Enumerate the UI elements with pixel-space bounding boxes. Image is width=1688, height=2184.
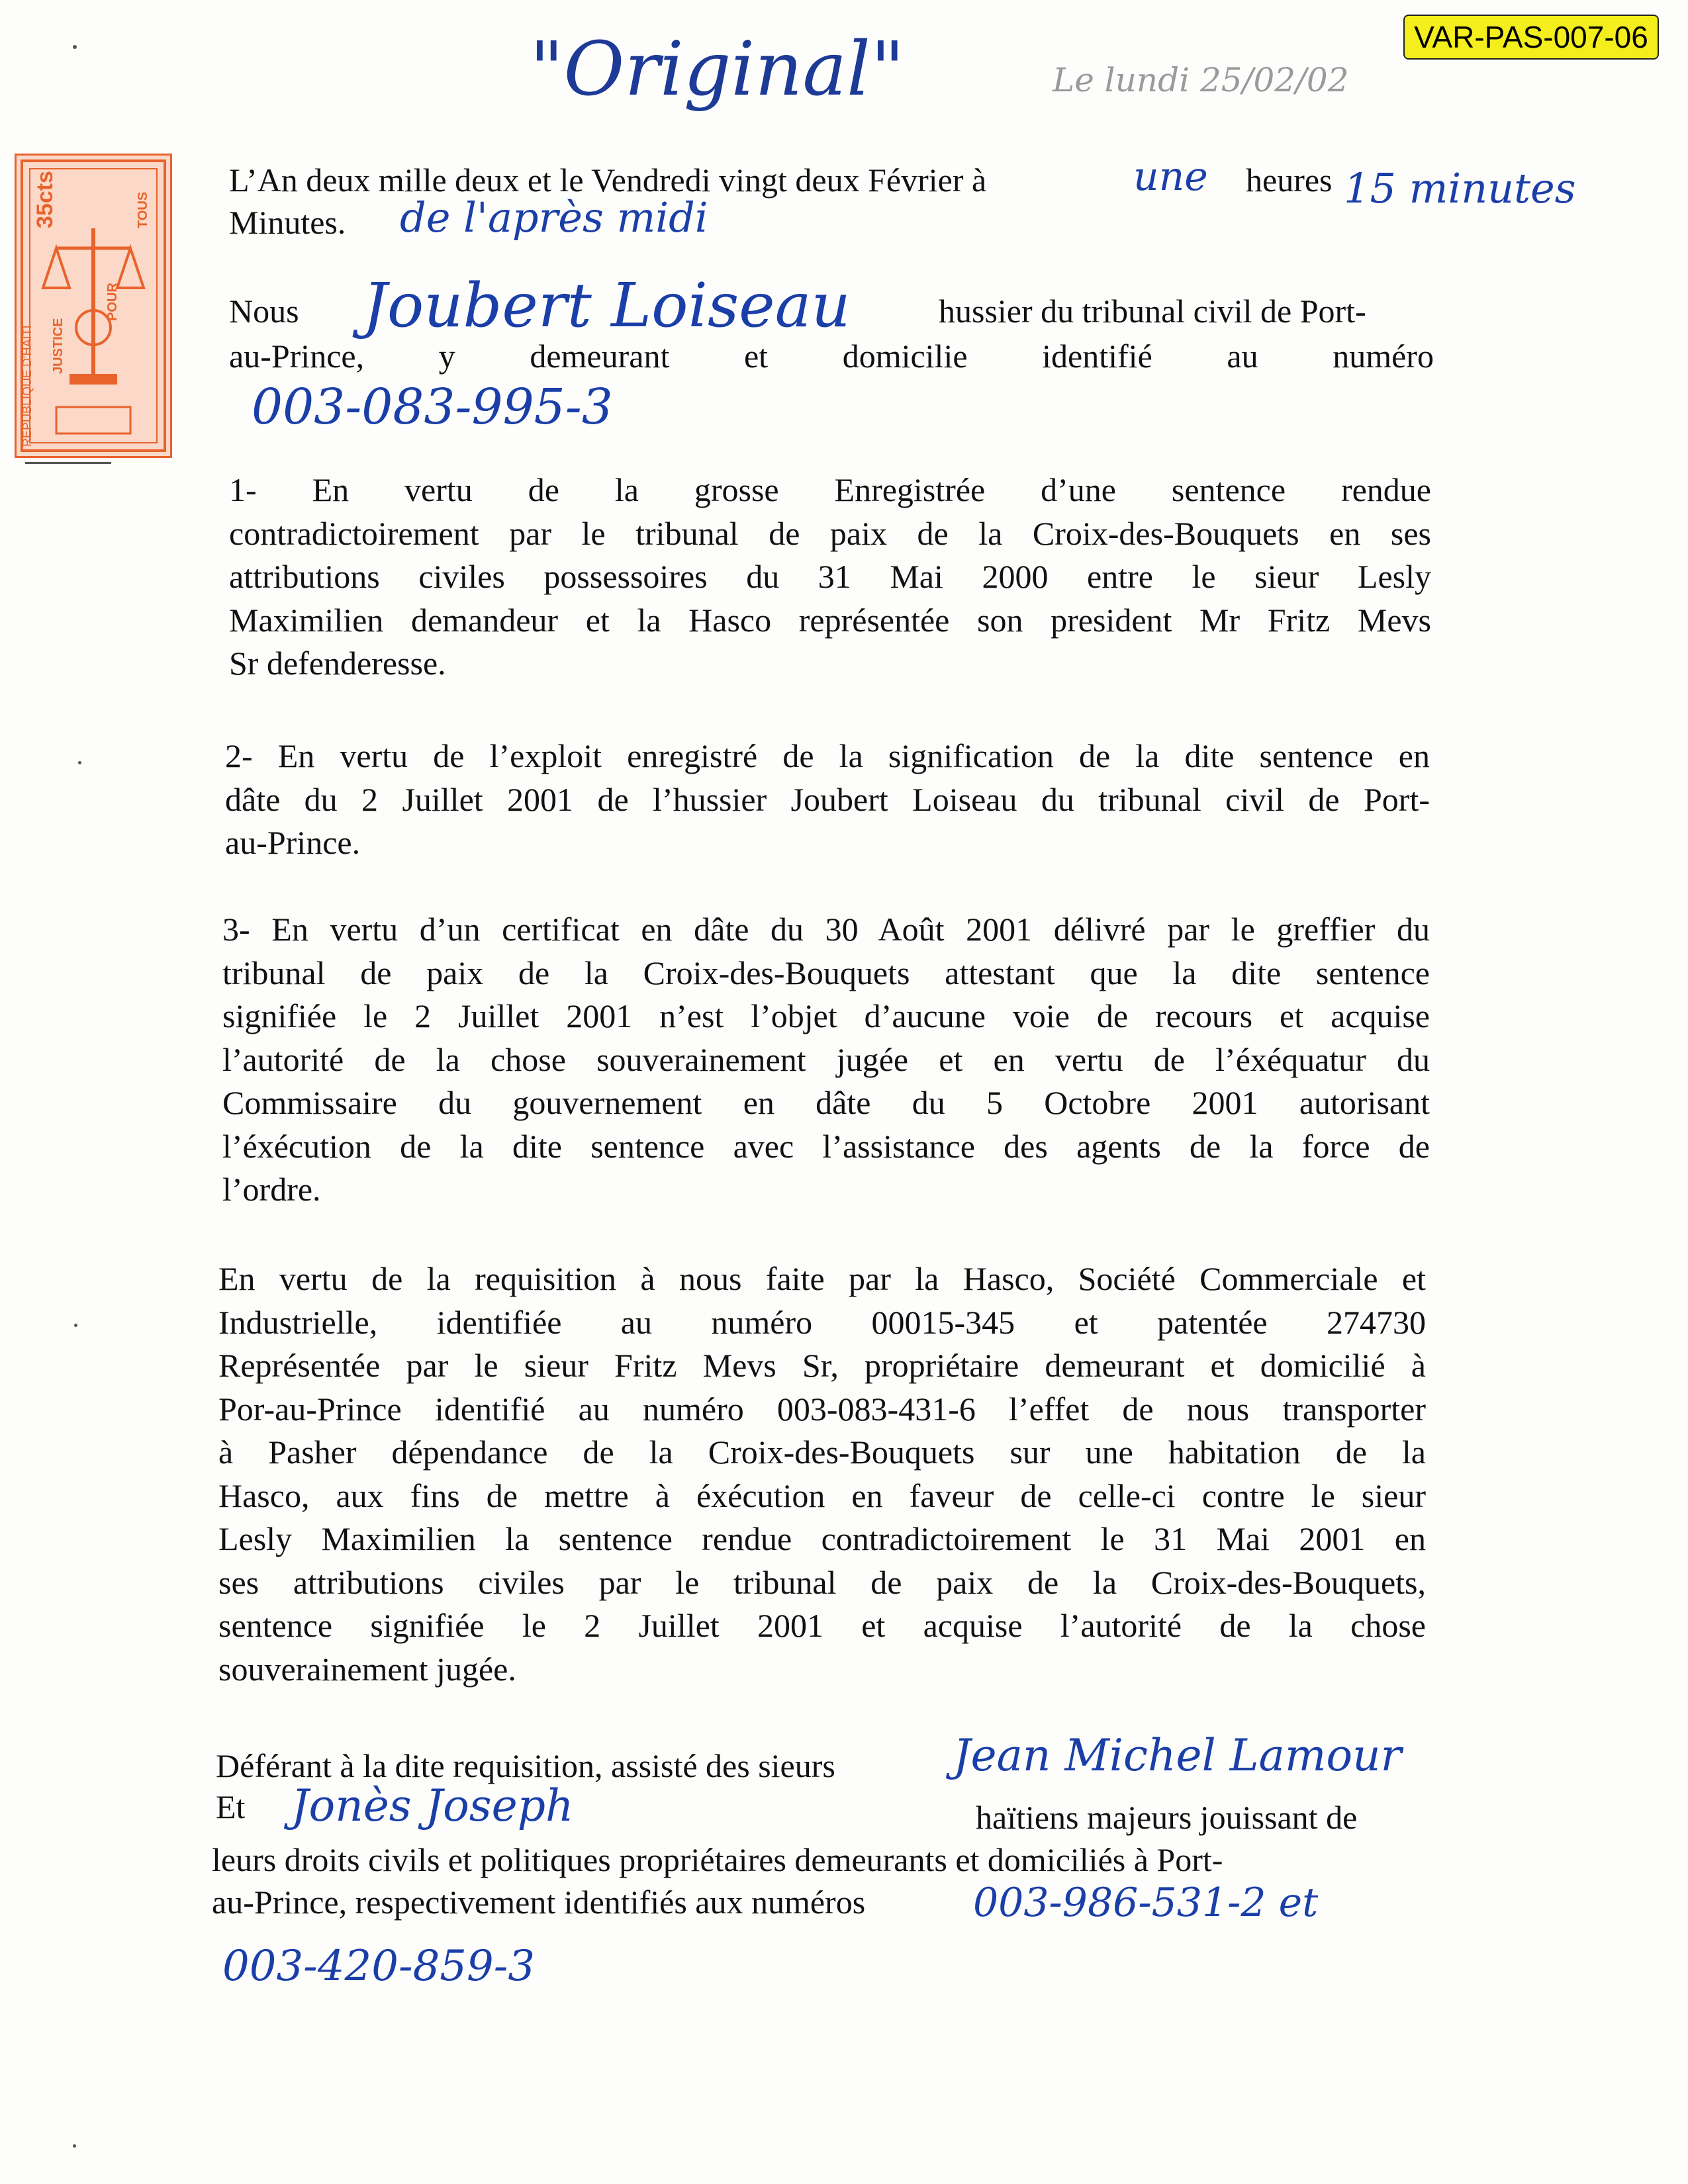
handwritten-assistant-2: Jonès Joseph [291,1780,574,1831]
stamp-underline [25,462,111,464]
nous-word: numéro [1333,338,1434,375]
handwritten-assistant-1: Jean Michel Lamour [953,1730,1402,1781]
nous-line-1-rest: hussier du tribunal civil de Port- [939,293,1366,330]
paragraph-2 [225,735,1430,865]
paragraph-5-line-4: au-Prince, respectivement identifiés aux numéros [212,1884,866,1921]
nous-word: demeurant [530,338,670,375]
paragraph-line: Représentée par le sieur Fritz Mevs Sr, propriétaire demeurant et domicilié à [218,1347,1426,1384]
paragraph-3 [222,908,1430,1212]
paragraph-5-line-1: Déférant à la dite requisition, assisté des sieurs [216,1747,835,1784]
paragraph-line: Industrielle, identifiée au numéro 00015-345 et patentée 274730 [218,1303,1426,1341]
paragraph-line: Hasco, aux fins de mettre à éxécution en faveur de celle-ci contre le sieur [218,1477,1426,1514]
nous-word: au-Prince, [229,338,365,375]
paragraph-line: Sr defenderesse. [229,645,446,682]
stamp-country: RÉPUBLIQUE D'HAITI [21,325,34,447]
paragraph-5-line-3: leurs droits civils et politiques propriétaires demeurants et domiciliés à Port- [212,1841,1223,1878]
handwritten-bailiff-id: 003-083-995-3 [252,379,613,435]
paragraph-line: dâte du 2 Juillet 2001 de l’hussier Joubert Loiseau du tribunal civil de Port- [225,780,1430,818]
handwritten-assistant-ids-2: 003-420-859-3 [222,1942,536,1991]
paragraph-line: l’autorité de la chose souverainement jugée et en vertu de l’éxéquatur du [222,1040,1430,1078]
paragraph-line: tribunal de paix de la Croix-des-Bouquets attestant que la dite sentence [222,954,1430,991]
document-reference-label: VAR-PAS-007-06 [1403,15,1659,60]
revenue-stamp [15,154,172,458]
paragraph-line: 1- En vertu de la grosse Enregistrée d’une sentence rendue [229,471,1431,508]
paragraph-line: souverainement jugée. [218,1650,516,1688]
paragraph-line: signifiée le 2 Juillet 2001 n’est l’objet d’aucune voie de recours et acquise [222,997,1430,1034]
opening-heures: heures [1246,161,1333,199]
original-annotation: "Original" [530,26,905,113]
stamp-word-pour: POUR [105,283,120,321]
paragraph-4 [218,1257,1426,1691]
opening-line-2: Minutes. [229,204,346,241]
paragraph-line: 2- En vertu de l’exploit enregistré de la signification de la dite sentence en [225,737,1430,774]
stamp-word-tous: TOUS [136,191,150,228]
margin-mark [73,2144,76,2148]
paragraph-line: ses attributions civiles par le tribunal de paix de la Croix-des-Bouquets, [218,1563,1426,1601]
nous-word: domicilie [842,338,968,375]
paragraph-5-line-2-rest: haïtiens majeurs jouissant de [976,1799,1358,1836]
handwritten-minutes: 15 minutes [1344,164,1576,212]
paragraph-line: à Pasher dépendance de la Croix-des-Bouquets sur une habitation de la [218,1433,1426,1471]
paragraph-line: Lesly Maximilien la sentence rendue contradictoirement le 31 Mai 2001 en [218,1520,1426,1557]
nous-word: au [1227,338,1258,375]
nous-word: y [438,338,455,375]
nous-word: identifié [1042,338,1152,375]
handwritten-hour: une [1133,154,1208,200]
opening-line-1: L’An deux mille deux et le Vendredi vingt deux Février à [229,161,987,199]
handwritten-assistant-ids-1: 003-986-531-2 et [973,1880,1319,1926]
paragraph-line: attributions civiles possessoires du 31 Mai 2000 entre le sieur Lesly [229,558,1431,595]
margin-mark [78,761,81,764]
paragraph-line: Por-au-Prince identifié au numéro 003-083-431-6 l’effet de nous transporter [218,1390,1426,1428]
pencil-date-annotation: Le lundi 25/02/02 [1053,61,1349,99]
margin-mark [73,45,77,49]
paragraph-1 [229,469,1431,686]
nous-word: et [743,338,769,375]
nous-label: Nous [229,293,299,330]
paragraph-5-et: Et [216,1788,246,1825]
paragraph-line: au-Prince. [225,824,361,861]
paragraph-line: Commissaire du gouvernement en dâte du 5 Octobre 2001 autorisant [222,1084,1430,1121]
paragraph-line: En vertu de la requisition à nous faite par la Hasco, Société Commerciale et [218,1260,1426,1297]
handwritten-afternoon: de l'après midi [400,193,708,242]
paragraph-line: 3- En vertu d’un certificat en dâte du 30 Août 2001 délivré par le greffier du [222,911,1430,948]
stamp-value: 35cts [32,171,58,228]
handwritten-bailiff-name: Joubert Loiseau [363,270,851,341]
paragraph-line: sentence signifiée le 2 Juillet 2001 et acquise l’autorité de la chose [218,1607,1426,1644]
paragraph-line: contradictoirement par le tribunal de paix de la Croix-des-Bouquets en ses [229,514,1431,552]
paragraph-line: Maximilien demandeur et la Hasco représentée son president Mr Fritz Mevs [229,601,1431,639]
stamp-word-justice: JUSTICE [51,318,66,374]
paragraph-line: l’éxécution de la dite sentence avec l’assistance des agents de la force de [222,1127,1430,1165]
nous-line-2 [229,336,1434,376]
margin-mark [74,1324,77,1327]
paragraph-line: l’ordre. [222,1171,321,1208]
